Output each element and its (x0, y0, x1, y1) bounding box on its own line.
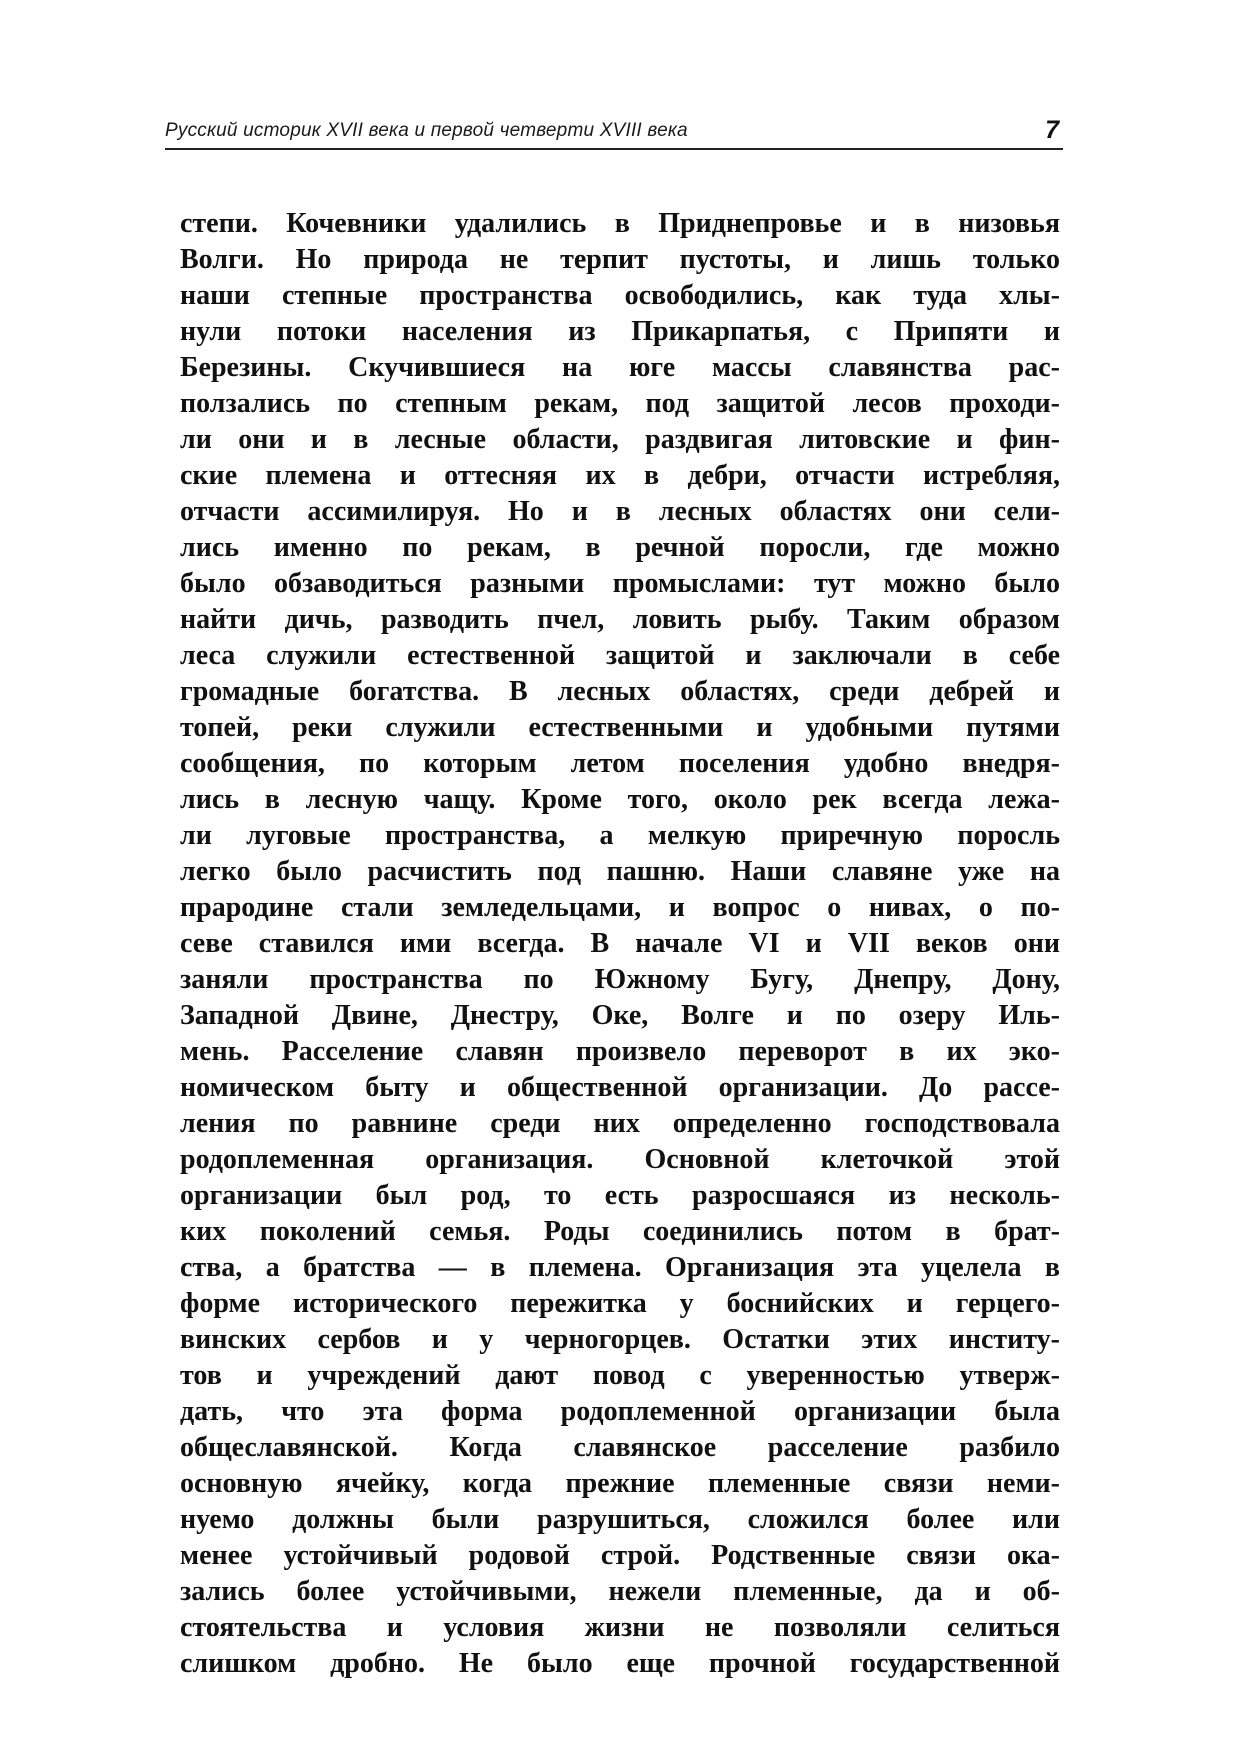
text-line: найти дичь, разводить пчел, ловить рыбу. Таким образом (180, 604, 1060, 635)
text-line: топей, реки служили естественными и удобными путями (180, 712, 1060, 743)
text-line: было обзаводиться разными промыслами: тут можно было (180, 568, 1060, 599)
text-line: ли луговые пространства, а мелкую приречную поросль (180, 820, 1060, 851)
text-line: общеславянской. Когда славянское расселение разбило (180, 1432, 1060, 1463)
text-line: винских сербов и у черногорцев. Остатки этих институ- (180, 1324, 1060, 1355)
text-line: основную ячейку, когда прежние племенные связи неми- (180, 1468, 1060, 1499)
text-line: сообщения, по которым летом поселения удобно внедря- (180, 748, 1060, 779)
text-line: лись именно по рекам, в речной поросли, где можно (180, 532, 1060, 563)
text-line: Западной Двине, Днестру, Оке, Волге и по озеру Иль- (180, 1000, 1060, 1031)
text-line: форме исторического пережитка у боснийских и герцего- (180, 1288, 1060, 1319)
text-line: Березины. Скучившиеся на юге массы славянства рас- (180, 352, 1060, 383)
text-line: родоплеменная организация. Основной клеточкой этой (180, 1144, 1060, 1175)
text-line: ползались по степным рекам, под защитой лесов проходи- (180, 388, 1060, 419)
running-header (165, 118, 1063, 150)
text-line: нули потоки населения из Прикарпатья, с Припяти и (180, 316, 1060, 347)
text-line: организации был род, то есть разросшаяся из несколь- (180, 1180, 1060, 1211)
text-line: менее устойчивый родовой строй. Родственные связи ока- (180, 1540, 1060, 1571)
text-line: наши степные пространства освободились, как туда хлы- (180, 280, 1060, 311)
text-line: дать, что эта форма родоплеменной организации была (180, 1396, 1060, 1427)
text-line: ские племена и оттесняя их в дебри, отчасти истребляя, (180, 460, 1060, 491)
text-line: слишком дробно. Не было еще прочной государственной (180, 1648, 1060, 1679)
text-line: номическом быту и общественной организации. До рассе- (180, 1072, 1060, 1103)
running-title: Русский историк XVII века и первой четверти XVIII века (165, 120, 688, 141)
text-line: громадные богатства. В лесных областях, среди дебрей и (180, 676, 1060, 707)
text-line: Волги. Но природа не терпит пустоты, и лишь только (180, 244, 1060, 275)
text-line: прародине стали земледельцами, и вопрос о нивах, о по- (180, 892, 1060, 923)
text-line: заняли пространства по Южному Бугу, Днепру, Дону, (180, 964, 1060, 995)
text-line: мень. Расселение славян произвело переворот в их эко- (180, 1036, 1060, 1067)
text-line: тов и учреждений дают повод с уверенностью утверж- (180, 1360, 1060, 1391)
text-line: лись в лесную чащу. Кроме того, около рек всегда лежа- (180, 784, 1060, 815)
text-line: отчасти ассимилируя. Но и в лесных областях они сели- (180, 496, 1060, 527)
text-line: леса служили естественной защитой и заключали в себе (180, 640, 1060, 671)
text-line: ких поколений семья. Роды соединились потом в брат- (180, 1216, 1060, 1247)
text-line: стоятельства и условия жизни не позволяли селиться (180, 1612, 1060, 1643)
text-line: легко было расчистить под пашню. Наши славяне уже на (180, 856, 1060, 887)
text-line: севе ставился ими всегда. В начале VI и VII веков они (180, 928, 1060, 959)
text-line: зались более устойчивыми, нежели племенные, да и об- (180, 1576, 1060, 1607)
text-line: ли они и в лесные области, раздвигая литовские и фин- (180, 424, 1060, 455)
text-line: степи. Кочевники удалились в Приднепровье и в низовья (180, 208, 1060, 239)
body-text (180, 206, 1060, 1682)
text-line: ства, а братства — в племена. Организация эта уцелела в (180, 1252, 1060, 1283)
page-number: 7 (1045, 116, 1059, 144)
text-line: нуемо должны были разрушиться, сложился более или (180, 1504, 1060, 1535)
text-line: ления по равнине среди них определенно господствовала (180, 1108, 1060, 1139)
